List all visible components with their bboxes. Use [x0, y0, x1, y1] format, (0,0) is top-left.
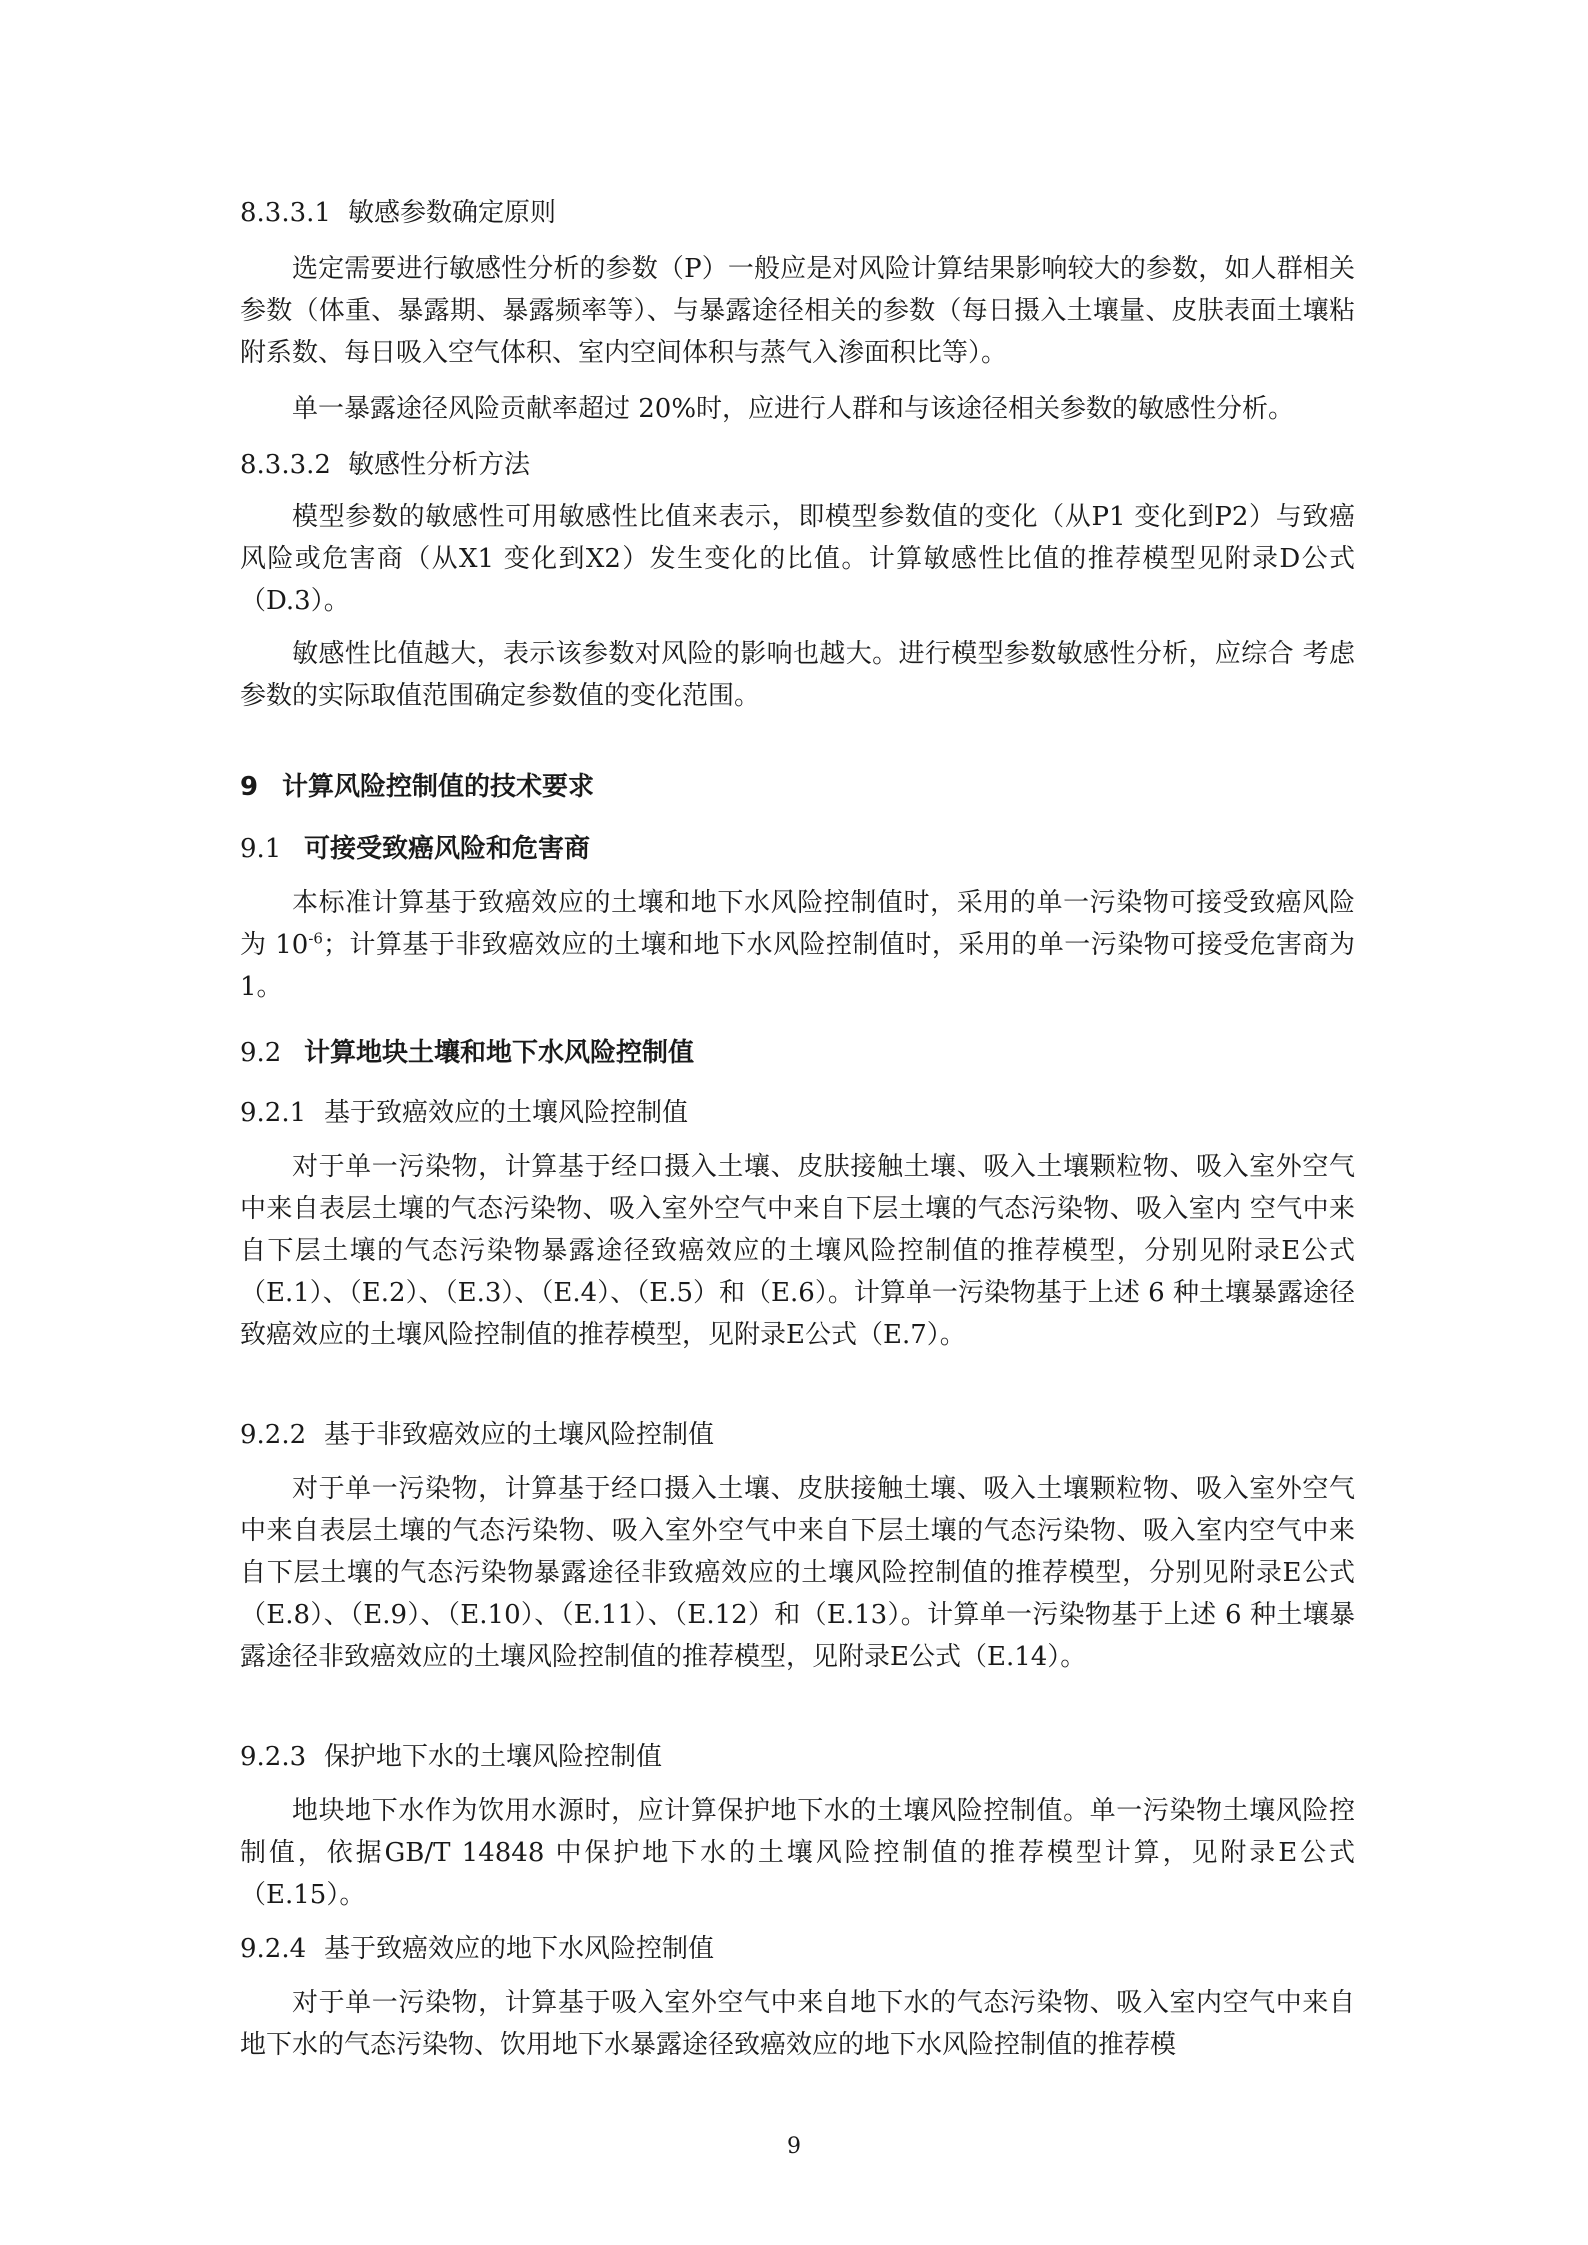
paragraph-acceptable-risk [240, 882, 1355, 1008]
section-title: 基于致癌效应的地下水风险控制值 [324, 1934, 715, 1964]
section-heading-8-3-3-2 [240, 444, 1355, 486]
section-title: 计算风险控制值的技术要求 [282, 772, 595, 802]
section-heading-8-3-3-1 [240, 192, 1355, 234]
section-number: 9 [240, 772, 259, 802]
paragraph-groundwater-protection: 地块地下水作为饮用水源时，应计算保护地下水的土壤风险控制值。单一污染物土壤风险控制值，依据GB/T 14848 中保护地下水的土壤风险控制值的推荐模型计算，见附录E公式（E.15）。 [240, 1796, 1355, 1910]
paragraph-contribution-rate: 单一暴露途径风险贡献率超过 20%时，应进行人群和与该途径相关参数的敏感性分析。 [292, 394, 1295, 424]
section-heading-9-2-3 [240, 1736, 1355, 1778]
section-number: 8.3.3.1 [240, 198, 331, 228]
exponent: -6 [308, 929, 323, 948]
section-heading-9 [240, 766, 1355, 808]
paragraph-noncarcinogenic-soil: 对于单一污染物，计算基于经口摄入土壤、皮肤接触土壤、吸入土壤颗粒物、吸入室外空气中来自表层土壤的气态污染物、吸入室外空气中来自下层土壤的气态污染物、吸入室内空气中来自下层土壤的气态污染物暴露途径非致癌效应的土壤风险控制值的推荐模型，分别见附录E公式（E.8）、（E.9）、（E.10）、（E.11）、（E.12）和（E.13）。计算单一污染物基于上述 6 种土壤暴露途径非致癌效应的土壤风险控制值的推荐模型，见附录E公式（E.14）。 [240, 1474, 1355, 1672]
paragraph-sensitivity-ratio: 模型参数的敏感性可用敏感性比值来表示，即模型参数值的变化（从P1 变化到P2）与致癌风险或危害商（从X1 变化到X2）发生变化的比值。计算敏感性比值的推荐模型见附录D公式（D.3）。 [240, 502, 1355, 616]
acceptable-risk-text-a: 本标准计算基于致癌效应的土壤和地下水风险控制值时，采用的单一污染物可接受致癌风险为 10 [240, 888, 1355, 960]
section-title: 可接受致癌风险和危害商 [304, 834, 591, 864]
section-heading-9-2 [240, 1032, 1355, 1074]
paragraph-carcinogenic-groundwater: 对于单一污染物，计算基于吸入室外空气中来自地下水的气态污染物、吸入室内空气中来自地下水的气态污染物、饮用地下水暴露途径致癌效应的地下水风险控制值的推荐模 [240, 1988, 1355, 2060]
section-heading-9-1 [240, 828, 1355, 870]
section-heading-9-2-2 [240, 1414, 1355, 1456]
section-heading-9-2-4 [240, 1928, 1355, 1970]
section-title: 基于非致癌效应的土壤风险控制值 [324, 1420, 715, 1450]
section-title: 计算地块土壤和地下水风险控制值 [304, 1038, 695, 1068]
section-heading-9-2-1 [240, 1092, 1355, 1134]
section-title: 基于致癌效应的土壤风险控制值 [324, 1098, 689, 1128]
section-number: 9.2.2 [240, 1420, 307, 1450]
section-number: 8.3.3.2 [240, 450, 331, 480]
page-number: 9 [787, 2134, 801, 2159]
section-title: 保护地下水的土壤风险控制值 [324, 1742, 663, 1772]
section-number: 9.2.3 [240, 1742, 307, 1772]
section-title: 敏感参数确定原则 [348, 198, 557, 228]
section-number: 9.1 [240, 834, 282, 864]
section-number: 9.2 [240, 1038, 282, 1068]
section-number: 9.2.1 [240, 1098, 307, 1128]
paragraph-sensitivity-analysis: 敏感性比值越大，表示该参数对风险的影响也越大。进行模型参数敏感性分析，应综合 考虑参数的实际取值范围确定参数值的变化范围。 [240, 639, 1355, 711]
section-title: 敏感性分析方法 [348, 450, 531, 480]
paragraph-sensitive-params: 选定需要进行敏感性分析的参数（P）一般应是对风险计算结果影响较大的参数，如人群相关参数（体重、暴露期、暴露频率等）、与暴露途径相关的参数（每日摄入土壤量、皮肤表面土壤粘附系数、每日吸入空气体积、室内空间体积与蒸气入渗面积比等）。 [240, 254, 1355, 368]
paragraph-carcinogenic-soil: 对于单一污染物，计算基于经口摄入土壤、皮肤接触土壤、吸入土壤颗粒物、吸入室外空气中来自表层土壤的气态污染物、吸入室外空气中来自下层土壤的气态污染物、吸入室内 空气中来自下层土壤的气态污染物暴露途径致癌效应的土壤风险控制值的推荐模型，分别见附录E公式（E.1）、（E.2）、（E.3）、（E.4）、（E.5）和（E.6）。计算单一污染物基于上述 6 种土壤暴露途径致癌效应的土壤风险控制值的推荐模型，见附录E公式（E.7）。 [240, 1152, 1355, 1350]
acceptable-risk-text-b: ；计算基于非致癌效应的土壤和地下水风险控制值时，采用的单一污染物可接受危害商为 1。 [240, 930, 1355, 1002]
section-number: 9.2.4 [240, 1934, 307, 1964]
